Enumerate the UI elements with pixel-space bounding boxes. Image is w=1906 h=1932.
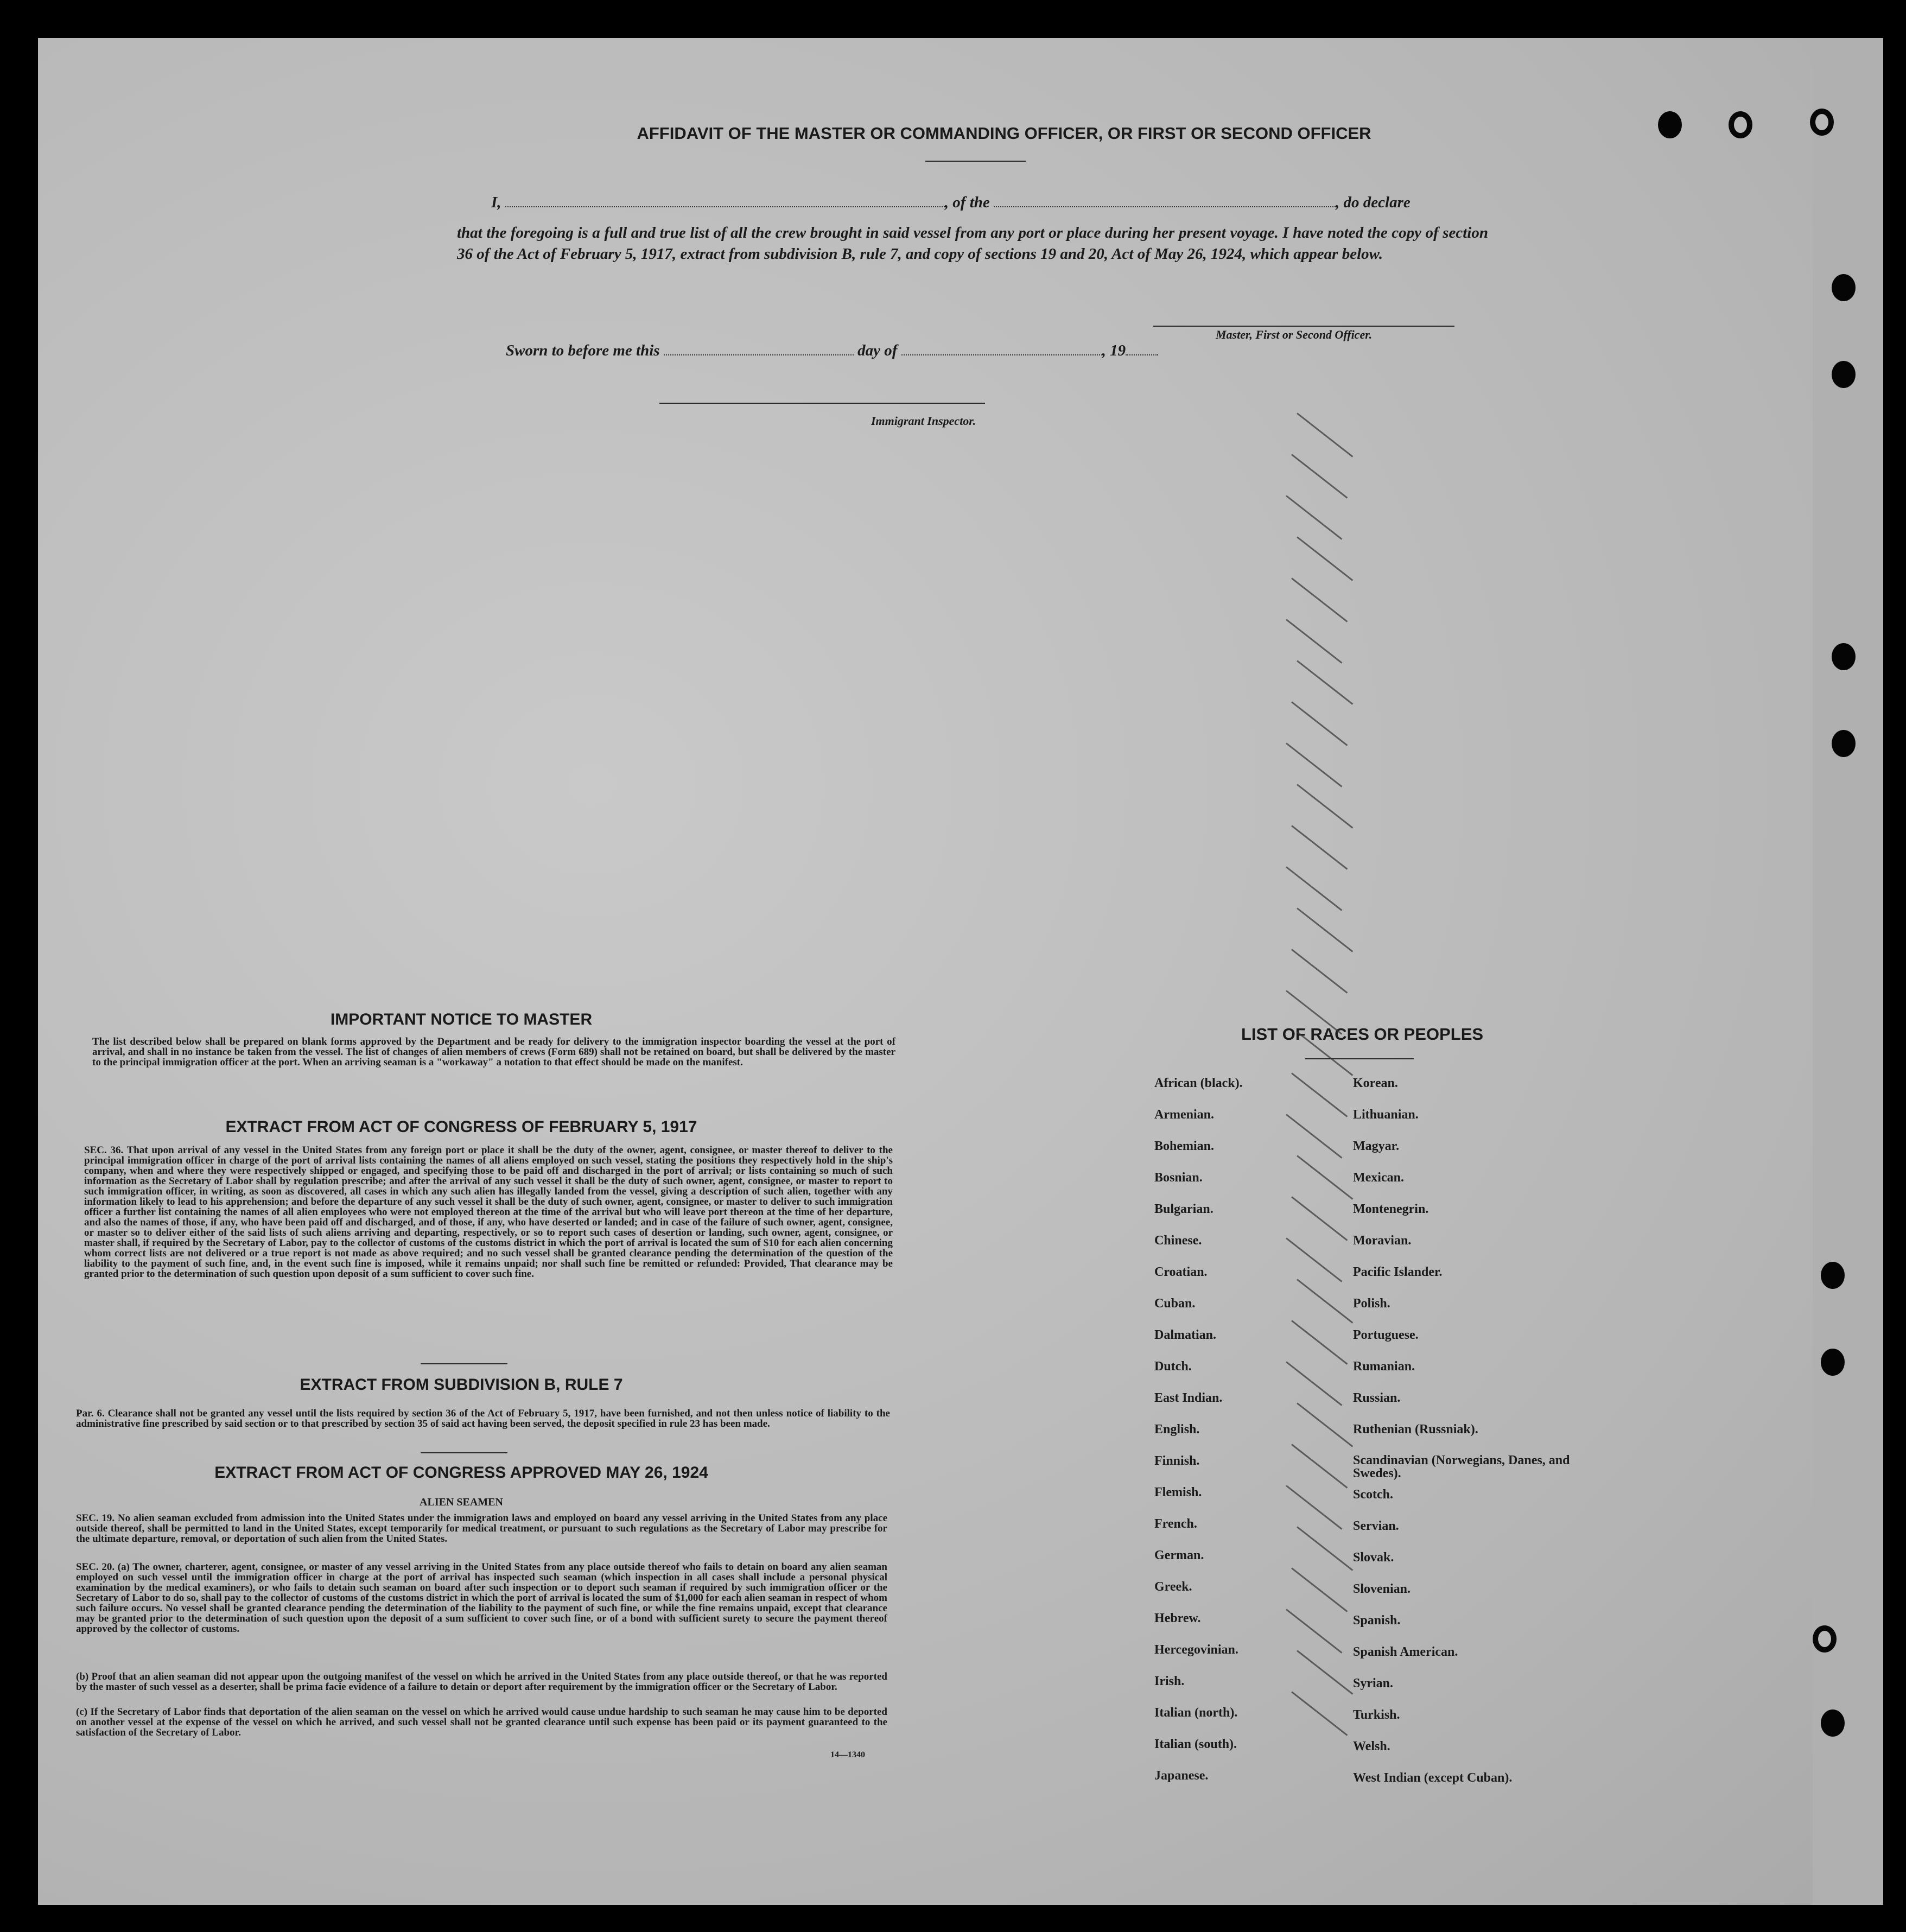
race-item: Croatian. [1154,1265,1208,1279]
signature-caption: Master, First or Second Officer. [1216,328,1373,341]
race-item: Montenegrin. [1353,1202,1429,1216]
binder-hole-icon [1821,1349,1845,1376]
race-item: Pacific Islander. [1353,1265,1443,1279]
race-item: Syrian. [1353,1676,1394,1690]
race-item: Korean. [1353,1076,1398,1090]
name-field[interactable] [505,206,945,207]
race-item: Bulgarian. [1154,1202,1214,1216]
extract-1924-sec20b: (b) Proof that an alien seaman did not appear upon the outgoing manifest of the vessel on which he arrived in the United States from any place outside thereof, or that he was reported by the master of such vessel as a deserter, shall be prima facie evidence of a failure to detain or deport after requirement by the immigration officer or the Secretary of Labor. [76,1671,887,1693]
race-item: Ruthenian (Russniak). [1353,1422,1478,1437]
race-item: Hercegovinian. [1154,1643,1238,1657]
binder-ring-hole-icon [1729,111,1752,138]
sworn-day-of: day of [857,342,898,359]
binder-ring-hole-icon [1813,1625,1837,1653]
race-item: Italian (north). [1154,1706,1238,1720]
inspector-signature-line[interactable] [659,403,985,404]
binder-hole-icon [1658,111,1682,138]
race-item: Welsh. [1353,1739,1390,1753]
sworn-date-field[interactable] [664,354,854,355]
sworn-year-prefix: , 19 [1102,342,1126,359]
notice-text: The list described below shall be prepared on blank forms approved by the Department and be ready for delivery to the immigration inspector boarding the vessel at the port of arrival, and shall in no instance be taken from the vessel. The list of changes of alien members of crews (Form 689) shall not be retained on board, but shall be delivered by the master to the principal immigration officer at the port. When an arriving seaman is a "workaway" a notation to that effect should be made on the manifest. [92,1036,895,1068]
extract-1924-sec19: SEC. 19. No alien seaman excluded from admission into the United States under the immigration laws and employed on board any vessel arriving in the United States from any place outside thereof, shall be permitted to land in the United States, except temporarily for medical treatment, or pursuant to such regulations as the Secretary of Labor may prescribe for the ultimate departure, removal, or deportation of such alien from the United States. [76,1512,887,1545]
race-item: Polish. [1353,1297,1390,1311]
races-right-column [1353,1076,1581,1802]
race-item: English. [1154,1422,1200,1437]
race-item: Mexican. [1353,1171,1404,1185]
inspector-caption: Immigrant Inspector. [871,414,976,428]
race-item: Hebrew. [1154,1611,1201,1625]
race-item: Dalmatian. [1154,1328,1216,1342]
race-item: German. [1154,1548,1204,1562]
title-underline [925,161,1026,162]
race-item: Servian. [1353,1519,1399,1533]
extract-1924-sec20a: SEC. 20. (a) The owner, charterer, agent, consignee, or master of any vessel arriving in the United States from any place outside thereof who fails to detain on board any alien seaman employed on such vessel until the immigration officer in charge at the port of arrival has inspected such seaman (which inspection in all cases shall include a personal physical examination by the medical examiners), or who fails to detain such seaman on board after such inspection or to deport such seaman if required by such immigration officer or the Secretary of Labor to do so, shall pay to the collector of customs of the customs district in which the port of arrival is located the sum of $1,000 for each alien seaman in respect of whom such failure occurs. No vessel shall be granted clearance pending the determination of the liability to the payment of such fine, or while the fine remains unpaid, except that clearance may be granted prior to the determination of such question upon the deposit of a sum sufficient to cover such fine, or of a bond with sufficient surety to secure the payment thereof approved by the collector of customs. [76,1561,887,1635]
race-item: Italian (south). [1154,1737,1237,1751]
race-item: Spanish. [1353,1613,1401,1628]
extract-rule7-text: Par. 6. Clearance shall not be granted any vessel until the lists required by section 36 of the Act of February 5, 1917, have been furnished, and not then unless notice of liability to the administrative fine prescribed by said section or to that prescribed by section 35 of said act having been served, the deposit specified in rule 23 has been made. [76,1408,890,1429]
section-divider [421,1452,507,1453]
affidavit-title: AFFIDAVIT OF THE MASTER OR COMMANDING OFFICER, OR FIRST OR SECOND OFFICER [637,124,1371,143]
section-divider [421,1363,507,1364]
race-item: African (black). [1154,1076,1243,1090]
race-item: Moravian. [1353,1234,1412,1248]
race-item: East Indian. [1154,1391,1223,1405]
sworn-line [506,342,1158,360]
race-item: Irish. [1154,1674,1185,1688]
form-number: 14—1340 [830,1750,865,1759]
race-item: Magyar. [1353,1139,1400,1153]
races-underline [1305,1058,1414,1059]
race-item: Slovenian. [1353,1582,1411,1596]
binder-hole-icon [1832,730,1856,757]
race-item: Scandinavian (Norwegians, Danes, and Swedes). [1353,1453,1570,1480]
extract-1924-subtitle: ALIEN SEAMEN [420,1496,503,1508]
race-item: Scotch. [1353,1488,1393,1502]
race-item: Cuban. [1154,1297,1196,1311]
race-item: Slovak. [1353,1550,1394,1565]
race-item: Bosnian. [1154,1171,1203,1185]
race-item: Spanish American. [1353,1645,1458,1659]
race-item: Dutch. [1154,1359,1192,1374]
race-item: Rumanian. [1353,1359,1415,1374]
sworn-year-field[interactable] [1126,354,1158,355]
races-title: LIST OF RACES OR PEOPLES [1241,1025,1484,1044]
race-item: Japanese. [1154,1769,1209,1783]
race-item: French. [1154,1517,1197,1531]
sworn-prefix: Sworn to before me this [506,342,660,359]
declaration-line [491,194,1411,212]
extract-1924-title: EXTRACT FROM ACT OF CONGRESS APPROVED MAY 26, 1924 [214,1464,708,1482]
affidavit-statement: that the foregoing is a full and true list of all the crew brought in said vessel from any port or place during her present voyage. I have noted the copy of section 36 of the Act of February 5, 1917, extract from subdivision B, rule 7, and copy of sections 19 and 20, Act of May 26, 1924, which appear below. [457,224,1488,263]
page-edge-strip [1813,38,1883,1905]
extract-1917-title: EXTRACT FROM ACT OF CONGRESS OF FEBRUARY 5, 1917 [225,1118,697,1136]
binder-hole-icon [1832,361,1856,388]
race-item: Greek. [1154,1580,1192,1594]
race-item: Chinese. [1154,1234,1202,1248]
declaration-of-the: , of the [944,194,990,211]
binder-hole-icon [1821,1709,1845,1737]
declaration-do-declare: , do declare [1336,194,1411,211]
extract-1924-sec20c: (c) If the Secretary of Labor finds that deportation of the alien seaman on the vessel on which he arrived would cause undue hardship to such seaman he may cause him to be deported on another vessel at the expense of the vessel on which he arrived, and such vessel shall not be granted clearance until such expense has been paid or its payment guaranteed to the satisfaction of the Secretary of Labor. [76,1706,887,1738]
race-item: Finnish. [1154,1454,1200,1468]
binder-hole-icon [1832,643,1856,670]
vessel-field[interactable] [994,206,1336,207]
signature-line[interactable] [1153,326,1454,327]
sworn-month-field[interactable] [901,354,1102,355]
binder-hole-icon [1832,274,1856,301]
declaration-i: I, [491,194,501,211]
extract-rule7-title: EXTRACT FROM SUBDIVISION B, RULE 7 [300,1376,623,1394]
race-item: Flemish. [1154,1485,1202,1499]
notice-title: IMPORTANT NOTICE TO MASTER [330,1011,593,1028]
race-item: Turkish. [1353,1708,1400,1722]
race-item: Portuguese. [1353,1328,1419,1342]
race-item: Lithuanian. [1353,1108,1419,1122]
binder-hole-icon [1821,1262,1845,1289]
extract-1917-text: SEC. 36. That upon arrival of any vessel in the United States from any foreign port or place it shall be the duty of the owner, agent, consignee, or master thereof to deliver to the principal immigration officer in charge of the port of arrival lists containing the names of all aliens employed on such vessel, stating the positions they respectively hold in the ship's company, when and where they were respectively shipped or engaged, and specifying those to be paid off and discharged in the port of arrival; or lists containing so much of such information as the Secretary of Labor shall by regulation prescribe; and after the arrival of any such vessel it shall be the duty of such owner, agent, consignee, or master to report to such immigration officer, in writing, as soon as discovered, all cases in which any such alien has illegally landed from the vessel, giving a description of such alien, together with any information likely to lead to his apprehension; and before the departure of any such vessel it shall be the duty of such owner, agent, consignee, or master to deliver to such immigration officer a further list containing the names of all alien employees who were not employed thereon at the time of the arrival but who will leave port thereon at the time of her departure, and also the names of those, if any, who have been paid off and discharged, and of those, if any, who have deserted or landed; and in case of the failure of such owner, agent, consignee, or master so to deliver either of the said lists of such aliens arriving and departing, respectively, or so to report such cases of desertion or landing, such owner, agent, consignee, or master shall, if required by the Secretary of Labor, pay to the collector of customs of the customs district in which the port of arrival is located the sum of $10 for each alien concerning whom correct lists are not delivered or a true report is not made as above required; and no such vessel shall be granted clearance pending the determination of the question of the liability to the payment of such fine, and, in the event such fine is imposed, while it remains unpaid; nor shall such fine be remitted or refunded: Provided, That clearance may be granted prior to the determination of such question upon deposit of a sum sufficient to cover such fine. [84,1145,893,1280]
race-item: Bohemian. [1154,1139,1215,1153]
binder-ring-hole-icon [1810,109,1834,136]
race-item: West Indian (except Cuban). [1353,1771,1513,1785]
race-item: Armenian. [1154,1108,1214,1122]
race-item: Russian. [1353,1391,1401,1405]
